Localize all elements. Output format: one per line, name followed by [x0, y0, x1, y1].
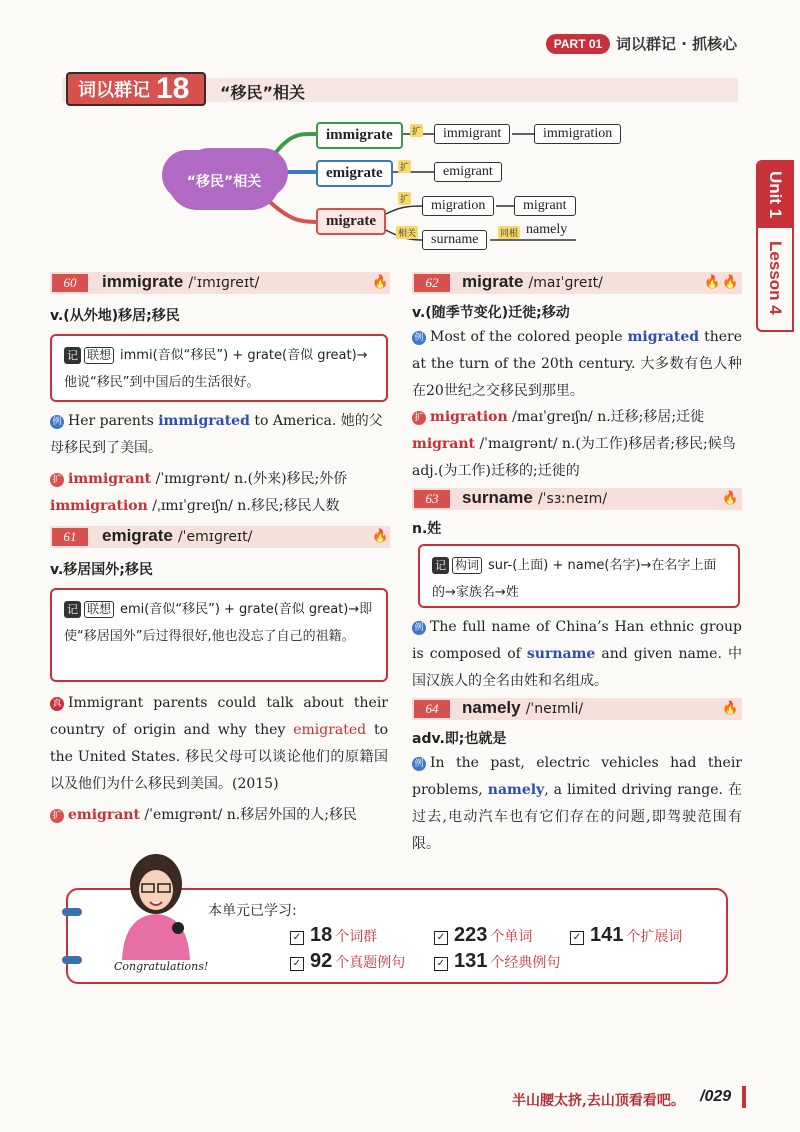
fire-icon: 🔥 [372, 529, 389, 544]
fire-icon: 🔥 [372, 275, 389, 290]
example-icon: 例 [50, 415, 64, 429]
mindmap-leaf-immigration: immigration [534, 124, 621, 144]
entry-63-memo [418, 544, 740, 608]
mindmap-leaf-surname: surname [422, 230, 487, 250]
headword: emigrate [102, 526, 173, 545]
stat-word-groups [290, 924, 377, 947]
page-marker [742, 1086, 746, 1108]
phonetic: /ˈɪmɪɡreɪt/ [188, 275, 260, 291]
entry-61-extension [50, 802, 388, 829]
headword: migrate [462, 272, 524, 291]
stat-label: 个经典例句 [490, 955, 561, 971]
example-icon: 例 [412, 757, 426, 771]
stat-label: 个词群 [335, 929, 378, 945]
stat-real-exam-sentences [290, 950, 405, 973]
check-icon: ✓ [434, 957, 448, 971]
entry-60-example [50, 408, 388, 462]
stat-number: 223 [454, 924, 488, 946]
ext-text: /maɪˈɡreɪʃn/ n.迁移;移居;迁徙 [507, 409, 705, 425]
unit-lesson-tab [756, 160, 794, 332]
entry-62-sense: v.(随季节变化)迁徙;移动 [412, 305, 570, 321]
phonetic: /ˈemɪɡreɪt/ [177, 529, 253, 545]
entry-60-memo [50, 334, 388, 402]
ext-word: immigrant [68, 471, 152, 487]
ext-icon: 扩 [50, 473, 64, 487]
example-keyword: migrated [627, 329, 700, 345]
ext-text: /ˌɪmɪˈɡreɪʃn/ n.移民;移民人数 [147, 498, 340, 514]
mindmap-leaf-namely: namely [526, 222, 568, 237]
fire-icon: 🔥 [722, 491, 739, 506]
example-text: Most of the colored people [430, 329, 628, 345]
memo-icon: 记 [64, 347, 81, 364]
entry-60-number: 60 [52, 274, 88, 292]
entry-61-head [102, 526, 252, 546]
lesson-label: Lesson 4 [766, 241, 785, 315]
group-badge [66, 72, 206, 106]
mindmap-migrate: migrate [316, 208, 386, 235]
header-title: 词以群记 · 抓核心 [616, 35, 738, 53]
check-icon: ✓ [434, 931, 448, 945]
entry-63-sense: n.姓 [412, 521, 442, 537]
example-text: to America. 她的父母移民到了美国。 [50, 413, 383, 456]
entry-64-head [462, 698, 583, 718]
ext-word: migrant [412, 436, 476, 452]
entry-61-number: 61 [52, 528, 88, 546]
ext-word: immigration [50, 498, 148, 514]
memo-icon: 记 [64, 601, 81, 618]
mindmap-immigrate: immigrate [316, 122, 403, 149]
entry-64-number: 64 [414, 700, 450, 718]
group-badge-text: 词以群记 [78, 80, 150, 101]
entry-60-head [102, 272, 259, 292]
stat-classic-sentences [434, 950, 560, 973]
page-number: /029 [700, 1088, 732, 1105]
entry-64-example [412, 750, 742, 858]
mindmap-center: “移民”相关 [168, 152, 280, 210]
entry-61-memo [50, 588, 388, 682]
stat-number: 18 [310, 924, 333, 946]
entry-61-sense: v.移居国外;移民 [50, 562, 153, 578]
stat-number: 131 [454, 950, 488, 972]
entry-62-head [462, 272, 603, 292]
example-icon: 例 [412, 331, 426, 345]
example-text: to the United States. 移民父母可以谈论他们的原籍国以及他们为什么移民到美国。(2015) [50, 722, 389, 792]
example-text: Her parents [68, 413, 159, 429]
mindmap-tag-related: 相关 [396, 226, 418, 239]
check-icon: ✓ [290, 957, 304, 971]
entry-63-number: 63 [414, 490, 450, 508]
entry-63-head [462, 488, 607, 508]
headword: surname [462, 488, 533, 507]
entry-64-sense: adv.即;也就是 [412, 731, 507, 747]
example-text: The full name of China’s Han ethnic group is composed of [412, 619, 742, 662]
entry-62-example [412, 324, 742, 405]
mindmap-leaf-emigrant: emigrant [434, 162, 502, 182]
stat-number: 92 [310, 950, 333, 972]
stat-words [434, 924, 532, 947]
entry-62-number: 62 [414, 274, 450, 292]
footer-slogan: 半山腰太挤,去山顶看看吧。 [512, 1093, 685, 1109]
unit-label: Unit 1 [766, 171, 785, 219]
ext-word: migration [430, 409, 508, 425]
entry-63-example [412, 614, 742, 695]
teacher-illustration [108, 850, 198, 960]
example-keyword: emigrated [293, 722, 367, 738]
stat-label: 个单词 [490, 929, 533, 945]
phonetic: /maɪˈɡreɪt/ [528, 275, 603, 291]
part-badge: PART 01 [546, 34, 610, 54]
ext-text: /ˈmaɪɡrənt/ n.(为工作)移居者;移民;候鸟 adj.(为工作)迁移的;迁徙的 [412, 436, 736, 479]
memo-text: emi(音似“移民”) + grate(音似 great)→即使“移居国外”后过得很好,他也没忘了自己的祖籍。 [64, 602, 373, 644]
memo-tag: 构词 [452, 557, 482, 574]
stat-extension-words [570, 924, 682, 947]
mindmap-tag-same-root: 同根 [498, 226, 520, 239]
memo-tag: 联想 [84, 601, 114, 618]
congrats-caption: Congratulations! [114, 960, 209, 973]
stat-label: 个扩展词 [626, 929, 683, 945]
memo-text: immi(音似“移民”) + grate(音似 great)→他说“移民”到中国后的生活很好。 [64, 348, 368, 390]
example-text: and given name. 中国汉族人的全名由姓和名组成。 [412, 646, 742, 689]
ext-word: emigrant [68, 807, 140, 823]
memo-icon: 记 [432, 557, 449, 574]
ext-text: /ˈɪmɪɡrənt/ n.(外来)移民;外侨 [151, 471, 348, 487]
real-exam-icon: 真 [50, 697, 64, 711]
headword: immigrate [102, 272, 184, 291]
mindmap-emigrate: emigrate [316, 160, 393, 187]
example-keyword: surname [526, 646, 596, 662]
example-text: Immigrant parents could talk about their country of origin and why they [50, 695, 388, 738]
headword: namely [462, 698, 521, 717]
fire-icon: 🔥 [722, 701, 739, 716]
phonetic: /ˈneɪmli/ [525, 701, 584, 717]
example-keyword: namely [487, 782, 545, 798]
mindmap-leaf-migrant: migrant [514, 196, 576, 216]
mindmap-tag-ext: 扩 [410, 124, 423, 137]
mindmap-leaf-immigrant: immigrant [434, 124, 510, 144]
check-icon: ✓ [290, 931, 304, 945]
example-text: there at the turn of the 20th century. 大多数有色人种在20世纪之交移民到那里。 [412, 329, 742, 399]
group-number: 18 [156, 72, 190, 105]
example-icon: 例 [412, 621, 426, 635]
group-name: “移民”相关 [220, 83, 306, 102]
entry-62-extension [412, 404, 742, 485]
mindmap-tag-ext: 扩 [398, 160, 411, 173]
example-text: In the past, electric vehicles had their problems, [412, 755, 742, 798]
stat-number: 141 [590, 924, 624, 946]
binder-tab [62, 908, 82, 916]
ext-icon: 扩 [50, 809, 64, 823]
mindmap-leaf-migration: migration [422, 196, 494, 216]
memo-text: sur-(上面) + name(名字)→在名字上面的→家族名→姓 [432, 558, 717, 600]
phonetic: /ˈsɜːneɪm/ [537, 491, 608, 507]
entry-60-sense: v.(从外地)移居;移民 [50, 308, 180, 324]
example-text: , a limited driving range. 在过去,电动汽车也有它们存在的问题,即驾驶范围有限。 [412, 782, 742, 852]
binder-tab [62, 956, 82, 964]
congrats-heading: 本单元已学习: [208, 903, 297, 919]
ext-icon: 扩 [412, 411, 426, 425]
check-icon: ✓ [570, 931, 584, 945]
fire-icon: 🔥 [722, 275, 739, 290]
entry-60-extension [50, 466, 388, 520]
fire-icon: 🔥 [704, 275, 721, 290]
ext-text: /ˈemɪɡrənt/ n.移居外国的人;移民 [139, 807, 357, 823]
stat-label: 个真题例句 [335, 955, 406, 971]
example-keyword: immigrated [158, 413, 250, 429]
memo-tag: 联想 [84, 347, 114, 364]
entry-61-real-example [50, 690, 388, 798]
mindmap-tag-ext: 扩 [398, 192, 411, 205]
